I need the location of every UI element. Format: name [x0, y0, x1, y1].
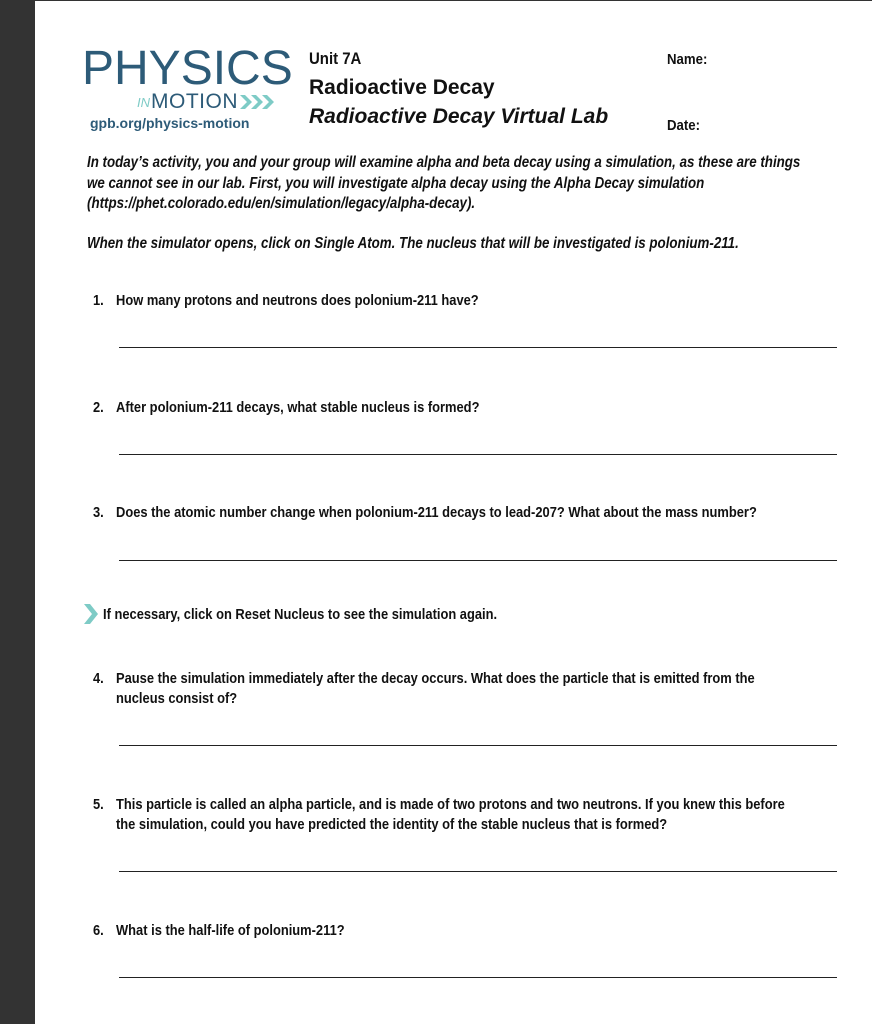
question-line: What is the half-life of polonium-211?: [116, 922, 345, 939]
logo-arrows-icon: [240, 93, 276, 111]
answer-line-4[interactable]: [119, 745, 837, 746]
question-line: How many protons and neutrons does polonium-211 have?: [116, 292, 479, 309]
page-subtitle: Radioactive Decay Virtual Lab: [309, 105, 609, 128]
question-text: [116, 795, 856, 835]
answer-line-6[interactable]: [119, 977, 837, 978]
question-line: Pause the simulation immediately after the decay occurs. What does the particle that is emitted from the: [116, 670, 755, 687]
logo-motion-row: [137, 91, 276, 113]
chevron-right-icon: [84, 604, 98, 624]
question-text: [116, 921, 856, 941]
intro-line: we cannot see in our lab. First, you will investigate alpha decay using the Alpha Decay simulation: [87, 174, 705, 192]
logo-word-physics: PHYSICS: [82, 42, 293, 95]
name-label: Name:: [667, 51, 708, 68]
question-line: the simulation, could you have predicted the identity of the stable nucleus that is formed?: [116, 816, 668, 833]
page-title: Radioactive Decay: [309, 76, 495, 99]
question-number: 6.: [93, 922, 104, 939]
question-number: 2.: [93, 399, 104, 416]
question-number: 3.: [93, 504, 104, 521]
logo-word-motion: MOTION: [151, 90, 238, 113]
unit-label: Unit 7A: [309, 49, 362, 68]
worksheet-page: [35, 1, 872, 1024]
question-line: Does the atomic number change when polonium-211 decays to lead-207? What about the mass number?: [116, 504, 757, 521]
question-line: This particle is called an alpha particle, and is made of two protons and two neutrons. If you knew this before: [116, 796, 785, 813]
intro-line: (https://phet.colorado.edu/en/simulation/legacy/alpha-decay).: [87, 195, 476, 212]
answer-line-2[interactable]: [119, 454, 837, 455]
logo-word-in: IN: [137, 94, 150, 110]
question-text: [116, 398, 856, 418]
question-text: [116, 669, 856, 709]
note-text: If necessary, click on Reset Nucleus to see the simulation again.: [103, 605, 498, 623]
date-label: Date:: [667, 117, 701, 134]
logo-url: gpb.org/physics-motion: [90, 115, 250, 131]
physics-in-motion-logo: [82, 42, 293, 131]
answer-line-3[interactable]: [119, 560, 837, 561]
question-line: After polonium-211 decays, what stable nucleus is formed?: [116, 399, 480, 416]
question-line: nucleus consist of?: [116, 690, 238, 707]
question-number: 4.: [93, 670, 104, 687]
instruction-text: When the simulator opens, click on Single Atom. The nucleus that will be investigated is polonium-211.: [87, 235, 739, 252]
intro-line: In today’s activity, you and your group will examine alpha and beta decay using a simulation, as these are things: [87, 154, 801, 171]
answer-line-5[interactable]: [119, 871, 837, 872]
question-text: [116, 503, 856, 523]
left-margin-bar: [0, 0, 35, 1024]
intro-paragraph: [87, 153, 861, 215]
question-number: 1.: [93, 292, 104, 309]
note: [84, 604, 561, 624]
question-text: [116, 291, 856, 311]
question-number: 5.: [93, 796, 104, 813]
answer-line-1[interactable]: [119, 347, 837, 348]
